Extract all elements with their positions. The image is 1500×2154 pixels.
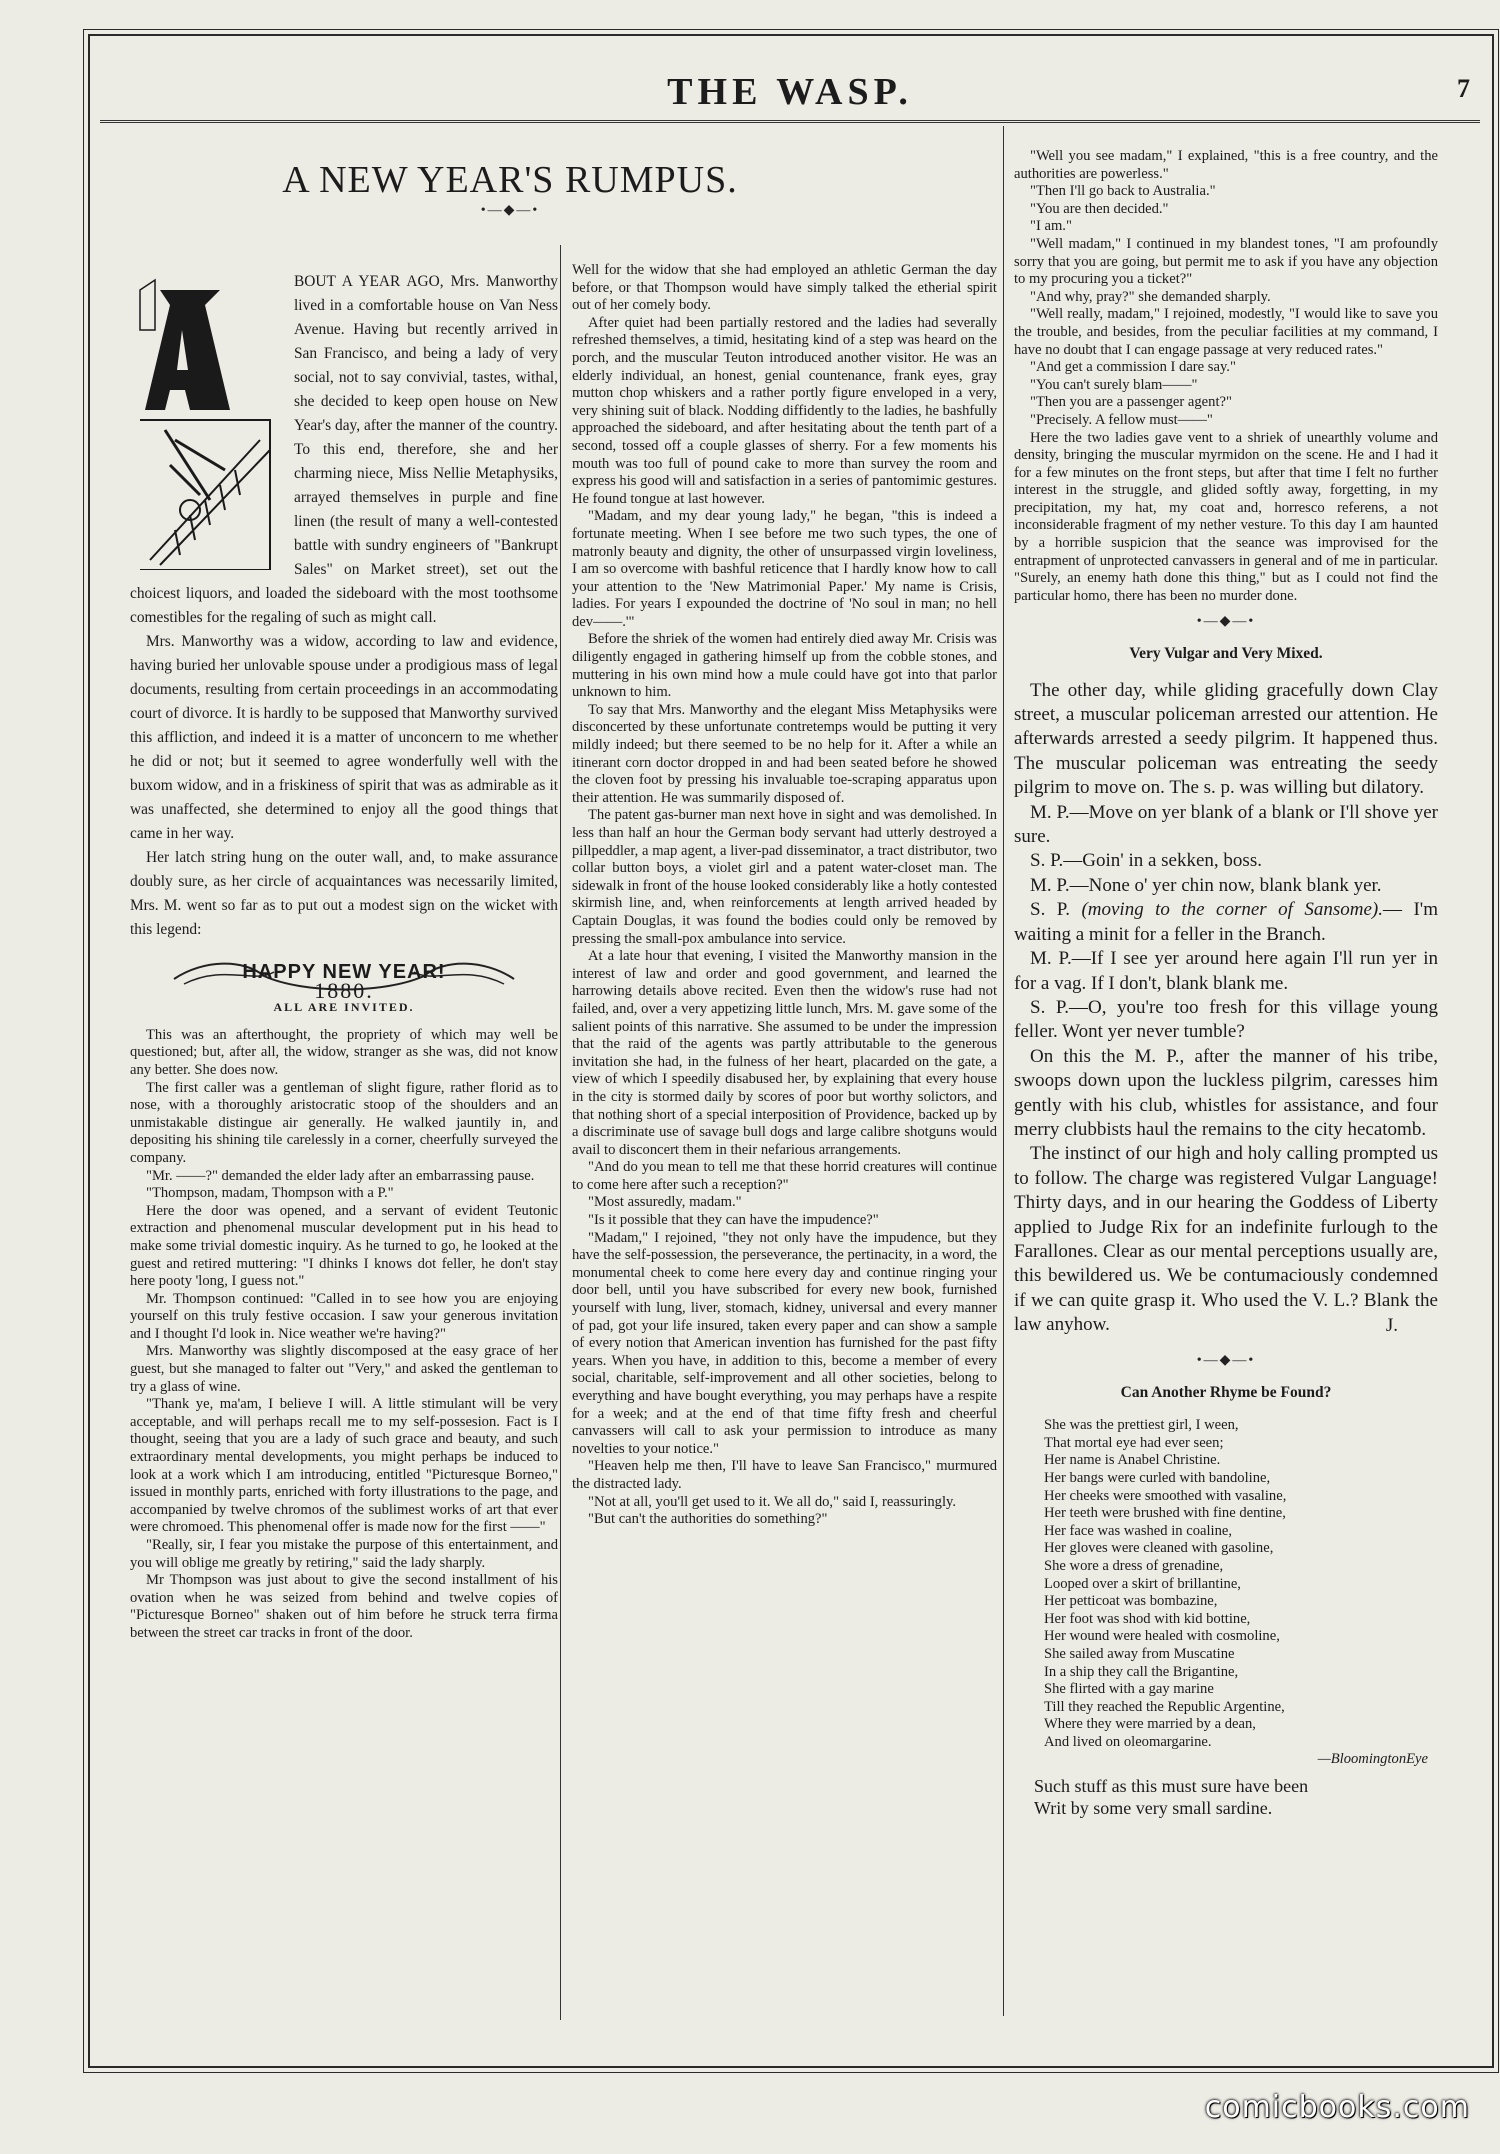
- paragraph: On this the M. P., after the manner of his tribe, swoops down upon the luckless pilgrim, caresses him gently with his club, whistles for assistance, and four merry clubbists haul the remains to the city hecatomb.: [1014, 1045, 1438, 1140]
- paragraph: "But can't the authorities do something?": [588, 1511, 828, 1528]
- paragraph: The patent gas-burner man next hove in sight and was demolished. In less than half an hour the German body servant had utterly destroyed a pillpeddler, a map agent, a liver-pad disseminator, a tract distributor, two collar button boys, a violet girl and a patent water-closet man. The sidewalk in front of the house looked considerably like a hotly contested skirmish line, and, when reinforcements at length arrived headed by Captain Douglas, it was found the bodies could only be removed by pressing the small-pox ambulance into service.: [572, 807, 997, 947]
- paragraph: "Not at all, you'll get used to it. We all do," said I, reassuringly.: [588, 1493, 957, 1510]
- poem-line: Her teeth were brushed with fine dentine,: [1044, 1505, 1286, 1522]
- masthead: [100, 70, 1480, 120]
- paragraph: "You can't surely blam——": [1030, 376, 1198, 393]
- paragraph: "Well really, madam," I rejoined, modestly, "I would like to save you the trouble, and besides, from the peculiar facilities at my command, I have no doubt that I can engage passage at very reduced rates.": [1014, 306, 1438, 358]
- tail-line: Writ by some very small sardine.: [1034, 1798, 1273, 1819]
- paragraph: "Thompson, madam, Thompson with a P.": [146, 1185, 394, 1202]
- section-ornament: •—◆—•: [1196, 1353, 1256, 1368]
- poem-line: She was the prettiest girl, I ween,: [1044, 1417, 1239, 1434]
- paragraph: The first caller was a gentleman of slight figure, rather florid as to nose, with a thoroughly aristocratic stoop of the shoulders and an unmistakable distingue air generally. He walked jauntily in, and depositing his shining tile carelessly in a corner, cheerfully surveyed the company.: [130, 1079, 558, 1166]
- poem-line: Her foot was shod with kid bottine,: [1044, 1610, 1251, 1627]
- poem-source: —BloomingtonEye: [1317, 1751, 1428, 1768]
- site-watermark: comicbooks.com: [1204, 2090, 1470, 2125]
- paragraph: "Precisely. A fellow must——": [1030, 411, 1213, 428]
- paragraph: "Mr. ——?" demanded the elder lady after an embarrassing pause.: [146, 1167, 535, 1184]
- paragraph: M. P.—Move on yer blank of a blank or I'll shove yer sure.: [1014, 801, 1438, 848]
- poem-line: Her face was washed in coaline,: [1044, 1522, 1233, 1539]
- rhyme-tail: [1014, 1775, 1438, 1819]
- poem-line: Her name is Anabel Christine.: [1044, 1452, 1221, 1469]
- paragraph: "Well you see madam," I explained, "this is a free country, and the authorities are powerless.": [1014, 148, 1438, 182]
- sign-line-1: HAPPY NEW YEAR!: [242, 961, 446, 983]
- paragraph: "And get a commission I dare say.": [1030, 359, 1236, 376]
- column-2: [572, 262, 997, 1529]
- poem-line: Her gloves were cleaned with gasoline,: [1044, 1540, 1274, 1557]
- page-number: 7: [1457, 74, 1470, 103]
- poem-line: Her wound were healed with cosmoline,: [1044, 1628, 1280, 1645]
- paragraph: To say that Mrs. Manworthy and the elegant Miss Metaphysiks were disconcerted by these unfortunate contretemps would be putting it very mildly indeed; but there seemed to be no help for it. After a while an itinerant corn doctor dropped in and had been seated before he showed the cloven foot by pressing his invaluable toe-scraping apparatus upon their attention. He was summarily disposed of.: [572, 701, 997, 806]
- paragraph: "Thank ye, ma'am, I believe I will. A little stimulant will be very acceptable, and will perhaps recall me to my self-possesion. Fact is I thought, seeing that you are a lady of such grace and beauty, and such extraordinary mental developments, you might perhaps be induced to look at a work which I am introducing, entitled "Picturesque Borneo," issued in monthly parts, enriched with forty illustrations to the page, and accompanied by twelve chromos of the sublimest works of art that ever were chromoed. This phenomenal offer is made now for the first ——": [130, 1396, 558, 1536]
- paragraph: Mr. Thompson continued: "Called in to see how you are enjoying yourself on this truly festive occasion. I saw your generous invitation and I thought I'd look in. Nice weather we're having?": [130, 1290, 558, 1342]
- poem-line: Till they reached the Republic Argentine,: [1044, 1698, 1285, 1715]
- poem-line: In a ship they call the Brigantine,: [1044, 1663, 1239, 1680]
- paragraph: "Madam," I rejoined, "they not only have the impudence, but they have the self-possession, the perseverance, the pertinacity, in a word, the monumental cheek to come here every day and continue ringing your door bell, until you have subscribed for every new book, furnished yourself with lung, liver, stomach, kidney, universal and every manner of pad, got your life insured, taken every paper and can show a sample of every notion that American invention has furnished for the past fifty years. When you have, in addition to this, become a member of every social, charitable, self-improvement and all other societies, belong to everything and have bought everything, you may perhaps have a respite for a week; and at the end of that time fifty fresh and cheerful canvassers will call to ask your permission to introduce as many novelties to your notice.": [572, 1229, 997, 1457]
- poem-line: She sailed away from Muscatine: [1044, 1645, 1235, 1662]
- paragraph: At a late hour that evening, I visited the Manworthy mansion in the interest of law and order and good government, and learned the harrowing details above recited. Even then the widow's ruse had not failed, and, over a very appetizing little lunch, Mrs. M. gave some of the salient points of this narrative. She assumed to be under the impression that the raid of the agents was partly attributable to the generous invitation she had, in the fulness of her heart, placarded on the gate, a view of which I speedily disabused her, by explaining that every house in the city is stormed daily by scores of poor but worthy solictors, and that nothing short of a special interposition of Providence, backed up by a discriminate use of savage bull dogs and large calibre shotguns would avail to disconcert them in their nefarious arrangements.: [572, 948, 997, 1158]
- masthead-rule: [100, 120, 1480, 123]
- paragraph: "Really, sir, I fear you mistake the purpose of this entertainment, and you will oblige me greatly by retiring," said the lady sharply.: [130, 1537, 558, 1571]
- dialogue-speaker: S. P.: [1030, 899, 1082, 921]
- poem-line: She flirted with a gay marine: [1044, 1681, 1214, 1698]
- section-ornament: •—◆—•: [1196, 614, 1256, 630]
- paragraph: "I am.": [1030, 218, 1072, 235]
- poem-line: And lived on oleomargarine.: [1044, 1733, 1212, 1750]
- stage-direction: (moving to the corner of Sansome).: [1081, 899, 1384, 921]
- paragraph: Here the door was opened, and a servant of evident Teutonic extraction and phenomenal muscular development put in his head to make some trivial domestic inquiry. As he turned to go, he looked at the guest and retired muttering: "I dhinks I knows dot feller, he don't stay here pooty 'long, I guess not.": [130, 1202, 558, 1290]
- dropcap-illustration: [130, 270, 280, 570]
- paragraph: The other day, while gliding gracefully down Clay street, a muscular policeman arrested our attention. He afterwards arrested a seedy pilgrim. It happened thus. The muscular policeman was entreating the seedy pilgrim to move on. The s. p. was willing but dilatory.: [1014, 679, 1438, 799]
- paragraph: Before the shriek of the women had entirely died away Mr. Crisis was diligently engaged in gathering himself up from the cobble stones, and muttering in his own mind how a mule could have got into that parlor unknown to him.: [572, 631, 997, 701]
- paragraph: "Most assuredly, madam.": [588, 1194, 742, 1211]
- paragraph: "You are then decided.": [1030, 200, 1169, 217]
- paragraph: "Is it possible that they can have the impudence?": [588, 1212, 879, 1229]
- paragraph: "Then you are a passenger agent?": [1030, 394, 1232, 411]
- paragraph: Mrs. Manworthy was a widow, according to law and evidence, having buried her unlovable spouse under a prodigious mass of legal documents, resulting from certain proceedings in an accommodating court of divorce. It is hardly to be supposed that Manworthy survived this affliction, and indeed it is a matter of unconcern to me whether he did or not; but it seemed to agree wonderfully well with the buxom widow, and in a friskiness of spirit that was as admirable as it was unaffected, she determined to enjoy all the good things that came in her way.: [130, 633, 558, 842]
- paragraph: Here the two ladies gave vent to a shriek of unearthly volume and density, bringing the muscular myrmidon on the scene. He and I had it for a few minutes on the front steps, but after that time I felt no further interest in the struggle, and glided softly away, forgetting, in my precipitation, my hat, my coat and, horresco referens, a not inconsiderable fragment of my nether vesture. To this day I am haunted by a horrible suspicion that the seance was improvised for the entrapment of unprotected canvassers in general and of me in particular. "Surely, an enemy hath done this thing," but as I could not find the particular homo, there has been no murder done.: [1014, 429, 1438, 604]
- headline-text: A NEW YEAR'S RUMPUS.: [282, 159, 738, 201]
- paragraph: After quiet had been partially restored and the ladies had severally refreshed themselves, a timid, hesitating kind of a step was heard on the porch, and the muscular Teuton introduced another visitor. He was an elderly individual, an honest, genial countenance, frank eyes, gray mutton chop whiskers and a rather portly figure enveloped in a very, very shining suit of black. Nodding diffidently to the ladies, he bashfully approached the sideboard, and after hesitating about the tenth part of a second, tossed off a couple glasses of sherry. For a few moments his mouth was too full of pound cake to more than survey the room and express his good will and satisfaction in a series of pantomimic gestures. He found tongue at last however.: [572, 314, 997, 507]
- article-headline: [190, 158, 830, 219]
- paragraph: "And do you mean to tell me that these horrid creatures will continue to come here after such a reception?": [572, 1159, 997, 1193]
- poem-line: Her cheeks were smoothed with vasaline,: [1044, 1487, 1287, 1504]
- sign-line-3: ALL ARE INVITED.: [273, 1000, 415, 1015]
- intro-paragraph: BOUT A YEAR AGO, Mrs. Manworthy lived in a comfortable house on Van Ness Avenue. Having but recently arrived in San Francisco, and being a lady of very social, not to say convivial, tastes, withal, she decided to keep open house on New Year's day, after the manner of the country. To this end, therefore, she and her charming niece, Miss Nellie Metaphysiks, arrayed themselves in purple and fine linen (the result of many a well-contested battle with sundry engineers of "Bankrupt Sales" on Market street), set out the choicest liquors, and loaded the sideboard with the most toothsome comestibles for the regaling of such as might call.: [130, 273, 558, 626]
- signature: J.: [1385, 1314, 1398, 1336]
- poem-line: Where they were married by a dean,: [1044, 1716, 1256, 1733]
- paragraph: [1014, 898, 1438, 947]
- paragraph: Mrs. Manworthy was slightly discomposed at the easy grace of her guest, but she managed to falter out "Very," and asked the gentleman to try a glass of wine.: [130, 1343, 558, 1395]
- paragraph: M. P.—None o' yer chin now, blank blank yer.: [1030, 874, 1382, 896]
- sign-line-2: 1880.: [314, 977, 374, 1003]
- vulgar-section: [1014, 679, 1438, 1338]
- tail-line: Such stuff as this must sure have been: [1034, 1776, 1309, 1797]
- paragraph: Mr Thompson was just about to give the second installment of his ovation when he was seized from behind and twelve copies of "Picturesque Borneo" shaken out of him before he struck terra firma between the street car tracks in front of the door.: [130, 1572, 558, 1641]
- poem-line: Her petticoat was bombazine,: [1044, 1593, 1218, 1610]
- rhyme-section-title: Can Another Rhyme be Found?: [1120, 1383, 1332, 1401]
- dialogue-text: — I'm waiting a minit for a feller in the Branch.: [1014, 899, 1438, 945]
- paragraph: Her latch string hung on the outer wall, and, to make assurance doubly sure, as her circle of acquaintances was necessarily limited, Mrs. M. went so far as to put out a modest sign on the wicket with this legend:: [130, 849, 558, 938]
- paragraph: This was an afterthought, the propriety of which may well be questioned; but, after all, the widow, stranger as she was, did not know any better. She does now.: [130, 1026, 558, 1078]
- paragraph: "And why, pray?" she demanded sharply.: [1030, 288, 1271, 305]
- column-rule-2: [1003, 126, 1004, 2016]
- paragraph: M. P.—If I see yer around here again I'll run yer in for a vag. If I don't, blank blank me.: [1014, 948, 1438, 994]
- poem-line: Looped over a skirt of brillantine,: [1044, 1575, 1241, 1592]
- paragraph: "Madam, and my dear young lady," he began, "this is indeed a fortunate meeting. When I see before me two such types, the one of matronly beauty and dignity, the other of unsurpassed virgin loveliness, I am so overcome with bashful reticence that I hardly know how to call your attention to the 'New Matrimonial Paper.' My name is Crisis, ladies. For years I expounded the doctrine of 'No soul in man; no hell dev——.'": [572, 508, 997, 630]
- column-rule-1: [560, 245, 561, 2020]
- headline-ornament: •—◆—•: [480, 203, 540, 218]
- paragraph: Well for the widow that she had employed an athletic German the day before, or that Thompson would have simply talked the etherial spirit out of her comely body.: [572, 262, 997, 314]
- new-year-sign: [130, 954, 558, 1017]
- column-3: [1014, 148, 1438, 1819]
- column-1: [130, 270, 558, 1643]
- paragraph: "Then I'll go back to Australia.": [1030, 183, 1216, 200]
- paragraph: "Heaven help me then, I'll have to leave San Francisco," murmured the distracted lady.: [572, 1458, 997, 1492]
- paragraph: S. P.—O, you're too fresh for this village young feller. Wont yer never tumble?: [1014, 996, 1438, 1043]
- paragraph: "Well madam," I continued in my blandest tones, "I am profoundly sorry that you are going, but permit me to ask if you have any objection to my procuring you a ticket?": [1014, 235, 1438, 288]
- newspaper-title: THE WASP.: [667, 71, 913, 113]
- poem-line: That mortal eye had ever seen;: [1044, 1434, 1224, 1451]
- vulgar-section-title: Very Vulgar and Very Mixed.: [1129, 645, 1323, 663]
- rhyme-poem: [1014, 1417, 1438, 1769]
- paragraph: The instinct of our high and holy calling prompted us to follow. The charge was registered Vulgar Language! Thirty days, and in our hearing the Goddess of Liberty applied to Judge Rix for an indefinite furlough to the Farallones. Clear as our mental perceptions usually are, this bewildered us. We be contumaciously condemned if we can quite grasp it. Who used the V. L.? Blank the law anyhow.: [1014, 1143, 1438, 1336]
- paragraph: S. P.—Goin' in a sekken, boss.: [1030, 850, 1262, 872]
- poem-line: She wore a dress of grenadine,: [1044, 1557, 1224, 1574]
- poem-line: Her bangs were curled with bandoline,: [1044, 1469, 1271, 1486]
